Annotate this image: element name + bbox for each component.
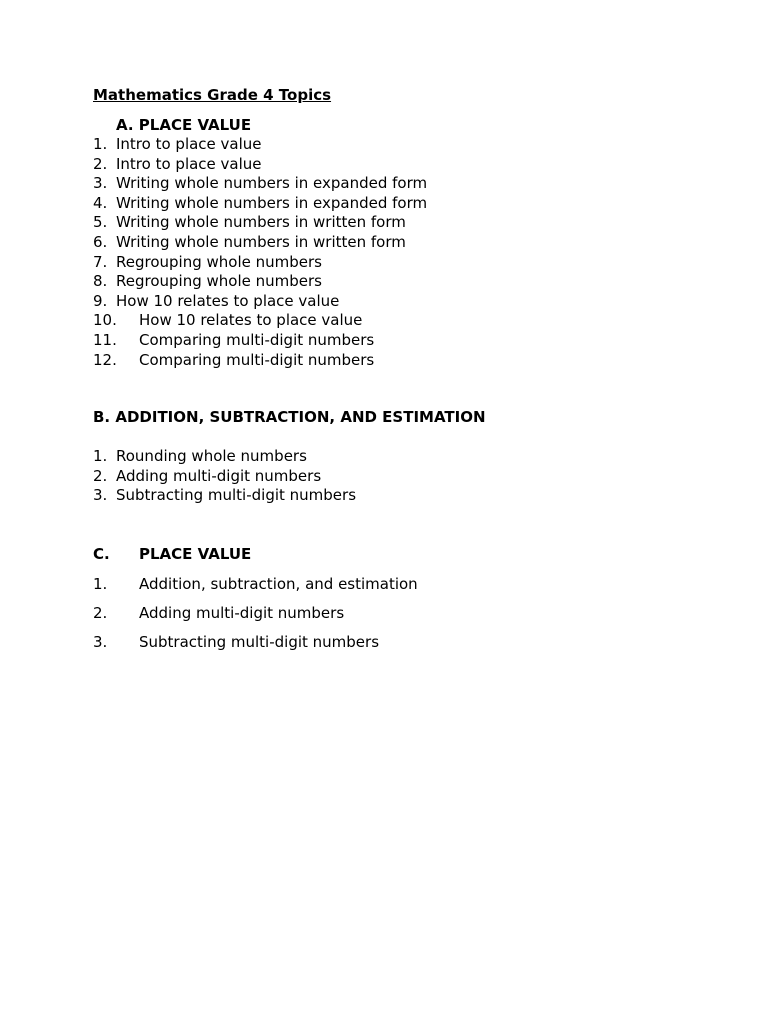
item-number: 9.	[93, 291, 108, 310]
item-number: 3.	[93, 174, 108, 193]
item-number: 2.	[93, 466, 108, 485]
item-text: Adding multi-digit numbers	[116, 466, 322, 485]
item-text: Intro to place value	[116, 154, 262, 173]
item-text: Subtracting multi-digit numbers	[139, 633, 380, 651]
section-b-heading: B. ADDITION, SUBTRACTION, AND ESTIMATION	[93, 408, 486, 426]
item-text: How 10 relates to place value	[116, 291, 340, 310]
item-text: Writing whole numbers in written form	[116, 213, 406, 232]
section-c-letter: C.	[93, 545, 110, 563]
section-c-heading	[93, 545, 493, 565]
item-number: 8.	[93, 272, 108, 291]
item-text: Regrouping whole numbers	[116, 252, 322, 271]
item-number: 2.	[93, 154, 108, 173]
item-text: Intro to place value	[116, 135, 262, 153]
document-title: Mathematics Grade 4 Topics	[93, 86, 332, 104]
item-text: Writing whole numbers in written form	[116, 232, 406, 251]
item-number: 5.	[93, 213, 108, 232]
item-text: Subtracting multi-digit numbers	[116, 486, 357, 505]
item-number: 4.	[93, 193, 108, 212]
section-a-heading: A. PLACE VALUE	[116, 116, 252, 134]
item-number: 1.	[93, 447, 108, 465]
item-number: 2.	[93, 604, 108, 622]
item-text: Writing whole numbers in expanded form	[116, 193, 428, 212]
item-number: 3.	[93, 486, 108, 505]
item-text: How 10 relates to place value	[139, 311, 363, 330]
item-number: 11.	[93, 330, 117, 349]
item-number: 10.	[93, 311, 117, 330]
item-text: Writing whole numbers in expanded form	[116, 174, 428, 193]
section-c-title: PLACE VALUE	[139, 545, 252, 563]
item-text: Adding multi-digit numbers	[139, 604, 345, 622]
item-text: Regrouping whole numbers	[116, 272, 322, 291]
item-text: Rounding whole numbers	[116, 447, 307, 465]
item-number: 12.	[93, 350, 117, 369]
item-number: 7.	[93, 252, 108, 271]
item-text: Comparing multi-digit numbers	[139, 330, 375, 349]
item-number: 3.	[93, 633, 108, 651]
item-number: 1.	[93, 575, 108, 593]
item-text: Addition, subtraction, and estimation	[139, 575, 418, 593]
item-number: 1.	[93, 135, 108, 153]
item-number: 6.	[93, 232, 108, 251]
item-text: Comparing multi-digit numbers	[139, 350, 375, 369]
